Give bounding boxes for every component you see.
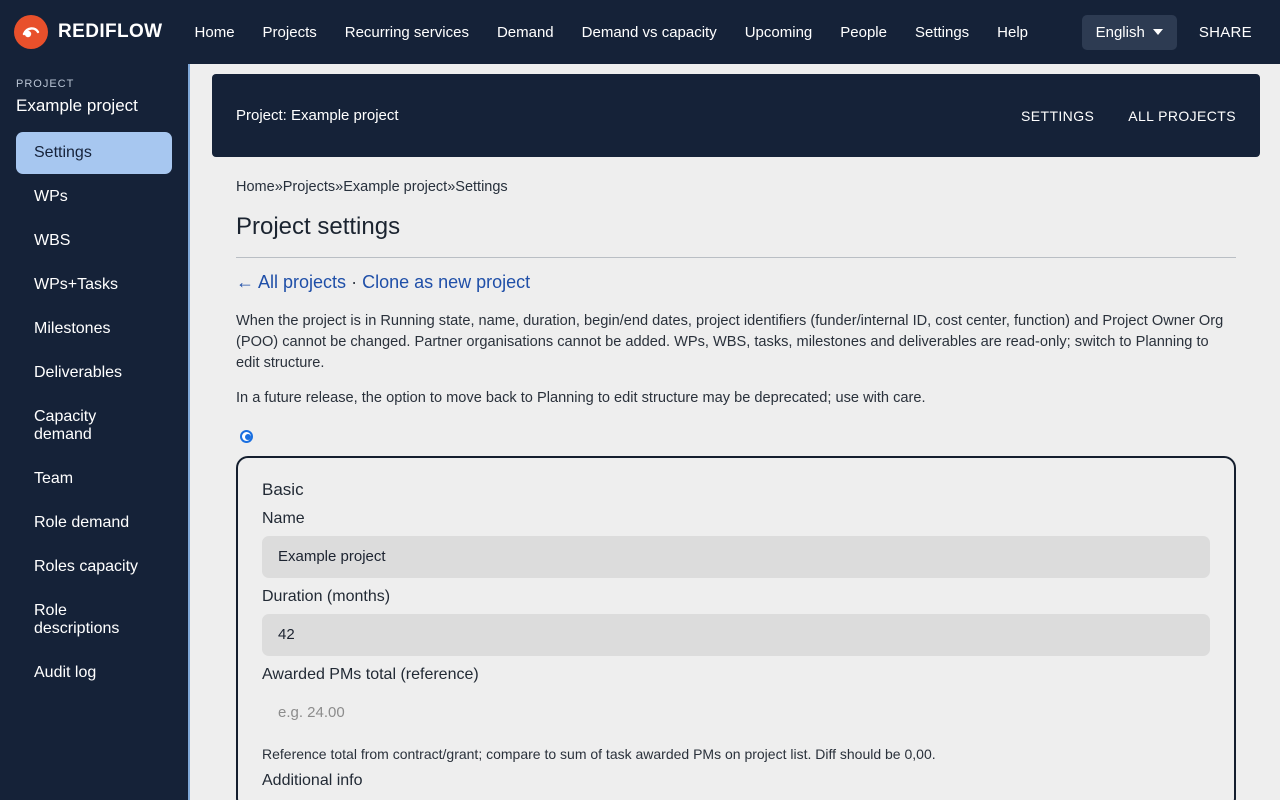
sidebar-item-label: Capacity demand <box>34 408 97 443</box>
project-header-bar <box>212 74 1260 157</box>
sidebar-item-milestones[interactable] <box>16 308 172 350</box>
sidebar-item-audit-log[interactable] <box>16 652 172 694</box>
main-content <box>190 64 1280 800</box>
sidebar-item-label: Roles capacity <box>34 558 139 575</box>
project-state-radio[interactable] <box>240 430 253 443</box>
sidebar-item-capacity-demand[interactable] <box>16 396 172 456</box>
all-projects-link[interactable]: ← All projects <box>236 272 347 292</box>
duration-field-label: Duration (months) <box>262 587 391 605</box>
awarded-pms-input[interactable] <box>262 692 1210 734</box>
breadcrumb <box>236 179 1236 195</box>
sidebar-item-label: Settings <box>34 144 92 161</box>
breadcrumb-item-settings: Settings <box>455 179 508 195</box>
state-radio-row <box>240 430 1236 448</box>
nav-link-home[interactable]: Home <box>194 23 235 41</box>
clone-as-new-project-link[interactable]: Clone as new project <box>362 272 531 292</box>
project-settings-button[interactable]: SETTINGS <box>1021 107 1095 124</box>
breadcrumb-separator: » <box>335 179 344 195</box>
flow-swirl-icon <box>14 15 48 49</box>
top-navigation-bar <box>0 0 1280 64</box>
nav-link-demand[interactable]: Demand <box>496 23 554 41</box>
language-selector-label: English <box>1095 23 1145 41</box>
sidebar <box>0 64 190 800</box>
sidebar-item-label: Audit log <box>34 664 97 681</box>
sidebar-item-label: Team <box>34 470 74 487</box>
duration-input[interactable] <box>262 614 1210 656</box>
sidebar-item-label: WPs+Tasks <box>34 276 119 293</box>
chevron-down-icon <box>1153 29 1163 35</box>
state-note-secondary: In a future release, the option to move back to Planning to edit structure may be deprecated; use with care. <box>236 390 926 407</box>
sidebar-item-team[interactable] <box>16 458 172 500</box>
state-note-primary: When the project is in Running state, name, duration, begin/end dates, project identifiers (funder/internal ID, cost center, function) and Project Owner Org (POO) cannot be changed. Partner organisations cannot be added. WPs, WBS, tasks, milestones and deliverables are read-only; switch to Planning to edit structure. <box>236 313 1224 372</box>
sidebar-item-settings[interactable] <box>16 132 172 174</box>
sidebar-item-wbs[interactable] <box>16 220 172 262</box>
nav-link-upcoming[interactable]: Upcoming <box>744 23 813 41</box>
nav-link-settings[interactable]: Settings <box>914 23 970 41</box>
section-title-additional-info: Additional info <box>262 771 363 789</box>
name-input[interactable] <box>262 536 1210 578</box>
nav-link-demand-vs-capacity[interactable]: Demand vs capacity <box>581 23 717 41</box>
sidebar-project-name: Example project <box>16 96 138 115</box>
body-wrapper <box>0 64 1280 800</box>
project-header-actions <box>1021 108 1236 124</box>
language-selector[interactable] <box>1082 15 1177 50</box>
sidebar-kicker: PROJECT <box>16 78 75 90</box>
sidebar-item-wps-tasks[interactable] <box>16 264 172 306</box>
settings-content <box>212 157 1260 800</box>
share-button[interactable]: SHARE <box>1198 23 1252 41</box>
page-title: Project settings <box>236 213 1236 258</box>
breadcrumb-item-home[interactable]: Home <box>236 179 275 195</box>
nav-link-recurring-services[interactable]: Recurring services <box>344 23 469 41</box>
sidebar-item-label: Deliverables <box>34 364 123 381</box>
nav-link-projects[interactable]: Projects <box>262 23 317 41</box>
basic-settings-card <box>236 456 1236 800</box>
sidebar-item-label: Role descriptions <box>34 602 120 637</box>
awarded-pms-field-label: Awarded PMs total (reference) <box>262 665 479 683</box>
sidebar-item-deliverables[interactable] <box>16 352 172 394</box>
link-separator: · <box>351 272 358 292</box>
sidebar-item-role-descriptions[interactable] <box>16 590 172 650</box>
nav-link-help[interactable]: Help <box>997 23 1029 41</box>
all-projects-button[interactable]: ALL PROJECTS <box>1128 107 1236 124</box>
sidebar-item-label: WPs <box>34 188 68 205</box>
breadcrumb-separator: » <box>447 179 456 195</box>
sidebar-item-role-demand[interactable] <box>16 502 172 544</box>
sidebar-item-label: WBS <box>34 232 71 249</box>
section-title-basic: Basic <box>262 479 304 499</box>
sidebar-item-roles-capacity[interactable] <box>16 546 172 588</box>
page-action-links <box>236 272 1236 293</box>
project-header-title: Project: Example project <box>236 107 399 124</box>
brand-name: REDIFLOW <box>58 21 163 42</box>
sidebar-item-label: Role demand <box>34 514 130 531</box>
breadcrumb-item-projects[interactable]: Projects <box>282 179 336 195</box>
sidebar-item-label: Milestones <box>34 320 111 337</box>
breadcrumb-separator: » <box>274 179 283 195</box>
brand[interactable] <box>14 15 163 49</box>
breadcrumb-item-example-project[interactable]: Example project <box>343 179 448 195</box>
name-field-label: Name <box>262 509 305 527</box>
sidebar-item-wps[interactable] <box>16 176 172 218</box>
awarded-pms-helper-text: Reference total from contract/grant; compare to sum of task awarded PMs on project list. Diff should be 0,00. <box>262 745 936 762</box>
nav-link-people[interactable]: People <box>840 23 887 41</box>
nav-right-group <box>1082 14 1266 51</box>
